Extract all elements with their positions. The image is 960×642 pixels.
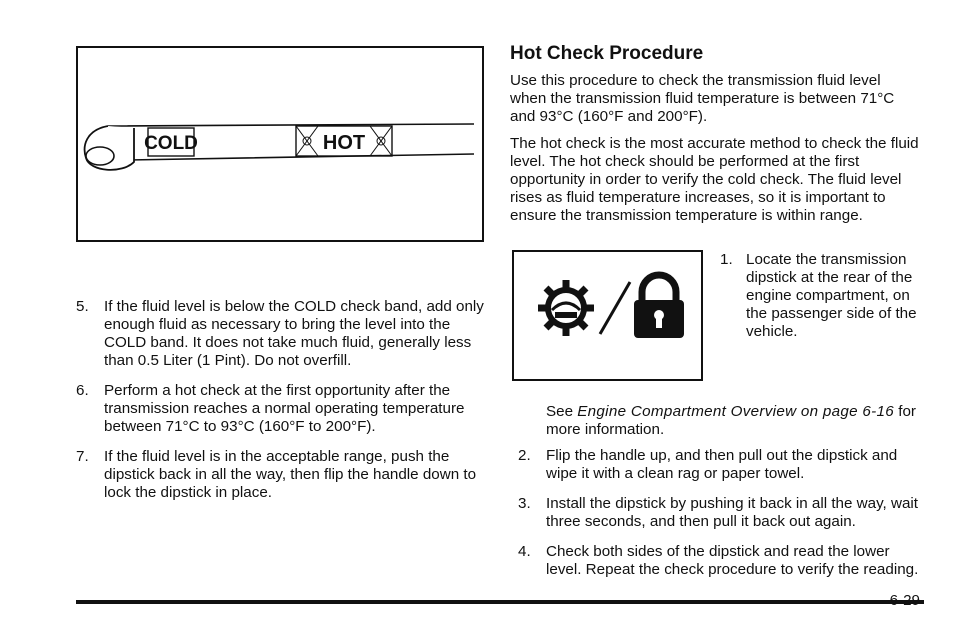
step-number: 1. [720, 251, 733, 268]
list-item [518, 447, 923, 483]
list-item [76, 298, 486, 370]
step-text: Locate the transmission dipstick at the rear of the engine compartment, on the passenger side of the vehicle. [746, 251, 917, 340]
see-suffix: for more information. [546, 403, 916, 438]
cross-reference [546, 403, 926, 439]
step-number: 7. [76, 448, 89, 465]
lock-icon [634, 275, 684, 338]
left-step-list [76, 298, 486, 514]
dipstick-handle-figure [512, 250, 703, 381]
dipstick-figure [76, 46, 484, 242]
step-number: 2. [518, 447, 531, 464]
list-item [76, 448, 486, 502]
step-number: 6. [76, 382, 89, 399]
step-text: If the fluid level is in the acceptable range, push the dipstick back in all the way, then flip the handle down to lock the dipstick in place. [104, 448, 477, 501]
hot-band-label: HOT [322, 132, 366, 154]
list-item [518, 543, 923, 579]
step-number: 3. [518, 495, 531, 512]
list-item [518, 495, 923, 531]
explanation-paragraph: The hot check is the most accurate method to check the fluid level. The hot check should be performed at the first opportunity in order to verify the cold check. The fluid level rises as fluid temperature increases, so it is important to ensure the transmission temperature is within range. [510, 135, 919, 224]
engine-compartment-link[interactable]: Engine Compartment Overview on page 6-16 [577, 403, 895, 420]
list-item [76, 382, 486, 436]
step-text: Check both sides of the dipstick and read the lower level. Repeat the check procedure to verify the reading. [546, 543, 919, 578]
page-number: 6-29 [889, 592, 920, 609]
cold-band-label: COLD [144, 133, 198, 154]
step-number: 4. [518, 543, 531, 560]
step-text: Perform a hot check at the first opportunity after the transmission reaches a normal operating temperature between 71°C to 93°C (160°F to 200°F). [104, 382, 465, 435]
step-text: If the fluid level is below the COLD check band, add only enough fluid as necessary to bring the level into the COLD band. It does not take much fluid, generally less than 0.5 Liter (1 Pint). Do not overfill. [104, 298, 484, 369]
gear-icon [538, 280, 594, 336]
step-text: Install the dipstick by pushing it back in all the way, wait three seconds, and then pull it back out again. [546, 495, 918, 530]
footer-rule [76, 600, 924, 604]
step-text: Flip the handle up, and then pull out the dipstick and wipe it with a clean rag or paper towel. [546, 447, 898, 482]
intro-paragraph: Use this procedure to check the transmission fluid level when the transmission fluid temperature is between 71°C and 93°C (160°F and 200°F). [510, 72, 895, 125]
dipstick-illustration [78, 48, 482, 240]
see-prefix: See [546, 403, 578, 420]
step-number: 5. [76, 298, 89, 315]
section-title: Hot Check Procedure [510, 43, 704, 64]
right-step-list [518, 447, 923, 591]
slash-divider [600, 282, 630, 334]
